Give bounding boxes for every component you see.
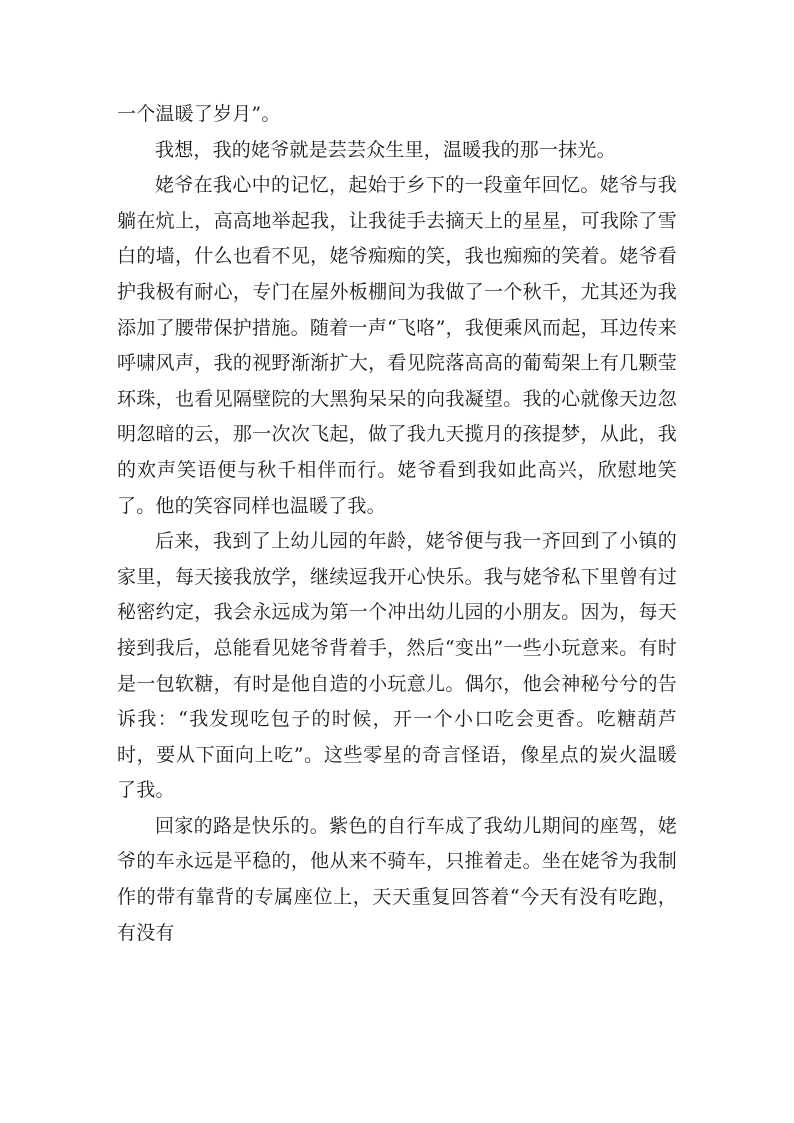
paragraph-childhood-memory: 姥爷在我心中的记忆，起始于乡下的一段童年回忆。姥爷与我躺在炕上，高高地举起我，让我徒手去摘天上的星星，可我除了雪白的墙，什么也看不见，姥爷痴痴的笑，我也痴痴的笑着。姥爷看护我极有耐心，专门在屋外板棚间为我做了一个秋千，尤其还为我添加了腰带保护措施。随着一声“飞咯”，我便乘风而起，耳边传来呼啸风声，我的视野渐渐扩大，看见院落高高的葡萄架上有几颗莹环珠，也看见隔壁院的大黑狗呆呆的向我凝望。我的心就像天边忽明忽暗的云，那一次次飞起，做了我九天揽月的孩提梦，从此，我的欢声笑语便与秋千相伴而行。姥爷看到我如此高兴，欣慰地笑了。他的笑容同样也温暖了我。 bbox=[117, 174, 677, 517]
paragraph-continued: 一个温暖了岁月”。 bbox=[117, 103, 281, 125]
essay-body bbox=[117, 97, 677, 951]
paragraph-way-home: 回家的路是快乐的。紫色的自行车成了我幼儿期间的座驾，姥爷的车永远是平稳的，他从来不骑车，只推着走。坐在姥爷为我制作的带有靠背的专属座位上，天天重复回答着“今天有没有吃跑，有没有 bbox=[117, 814, 677, 944]
paragraph-thought: 我想，我的姥爷就是芸芸众生里，温暖我的那一抹光。 bbox=[155, 138, 616, 161]
paragraph-kindergarten: 后来，我到了上幼儿园的年龄，姥爷便与我一齐回到了小镇的家里，每天接我放学，继续逗我开心快乐。我与姥爷私下里曾有过秘密约定，我会永远成为第一个冲出幼儿园的小朋友。因为，每天接到我后，总能看见姥爷背着手，然后“变出”一些小玩意来。有时是一包软糖，有时是他自造的小玩意儿。偶尔，他会神秘兮兮的告诉我：“我发现吃包子的时候，开一个小口吃会更香。吃糖葫芦时，要从下面向上吃”。这些零星的奇言怪语，像星点的炭火温暖了我。 bbox=[117, 530, 677, 802]
